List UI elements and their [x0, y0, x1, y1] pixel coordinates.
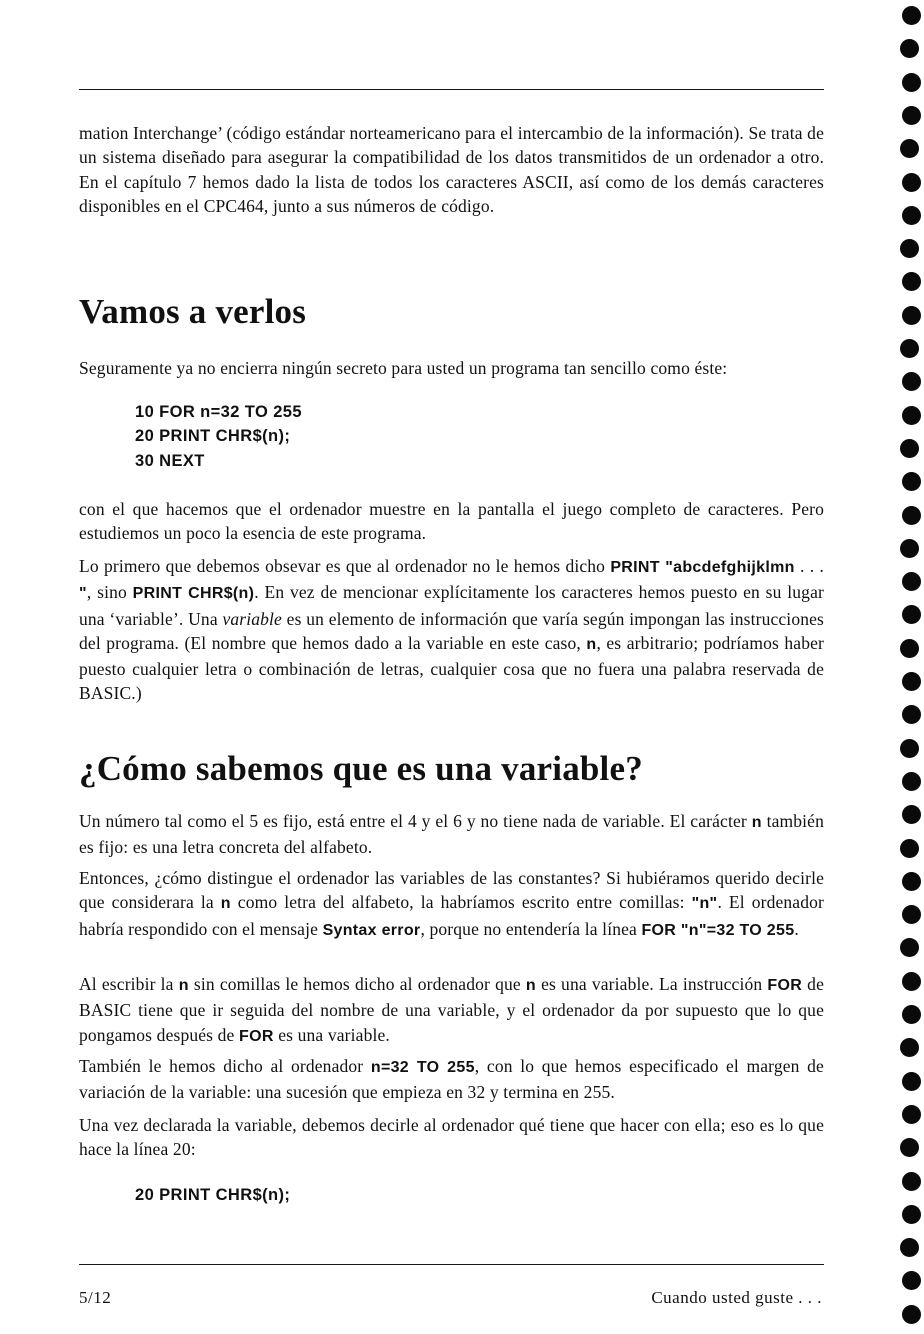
binder-hole	[900, 839, 919, 858]
paragraph-2: con el que hacemos que el ordenador muestre en la pantalla el juego completo de caracteres. Pero estudiemos un poco la esencia de este programa.	[79, 499, 824, 544]
code-line: 30 NEXT	[135, 451, 205, 470]
paragraph-8: Una vez declarada la variable, debemos decirle al ordenador qué tiene que hacer con ella; eso es lo que hace la línea 20:	[79, 1115, 824, 1160]
code-inline: n	[220, 895, 231, 913]
binder-hole	[900, 1038, 919, 1057]
binder-hole	[900, 439, 919, 458]
binder-hole	[902, 1105, 921, 1124]
binder-holes	[897, 0, 924, 1334]
binder-hole	[902, 306, 921, 325]
binder-hole	[902, 272, 921, 291]
code-inline: PRINT CHR$(n)	[132, 585, 255, 603]
code-inline: FOR "n"=32 TO 255	[641, 921, 795, 939]
page-number: 5/12	[79, 1288, 112, 1307]
code-inline: FOR	[239, 1027, 274, 1045]
code-inline: PRINT "abcdefghijklmn	[610, 559, 795, 576]
code-inline: "n"	[691, 895, 718, 913]
binder-hole	[902, 1072, 921, 1091]
binder-hole	[900, 539, 919, 558]
binder-hole	[900, 1138, 919, 1157]
code-inline: n=32 TO 255	[370, 1059, 475, 1076]
binder-hole	[902, 1205, 921, 1224]
italic-term: variable	[222, 608, 282, 629]
binder-hole	[902, 406, 921, 425]
binder-hole	[900, 239, 919, 258]
binder-hole	[902, 972, 921, 991]
binder-hole	[902, 605, 921, 624]
code-line: 10 FOR n=32 TO 255	[135, 403, 302, 421]
binder-hole	[900, 339, 919, 358]
paragraph-7: También le hemos dicho al ordenador n=32 TO 255, con lo que hemos especificado el margen de variación de la variable: una sucesión que empieza en 32 y termina en 255.	[79, 1056, 824, 1103]
binder-hole	[902, 73, 921, 92]
binder-hole	[902, 372, 921, 391]
intro-paragraph: mation Interchange’ (código estándar norteamericano para el intercambio de la información). Se trata de un sistema diseñado para asegurar la compatibilidad de los datos transmitidos de un ordenador a otro. En el capítulo 7 hemos dado la lista de todos los caracteres ASCII, así como de los demás caracteres disponibles en el CPC464, junto a sus números de código.	[79, 123, 824, 216]
binder-hole	[902, 506, 921, 525]
binder-hole	[900, 739, 919, 758]
heading-vamos-a-verlos: Vamos a verlos	[79, 292, 307, 331]
running-title: Cuando usted guste . . .	[651, 1288, 822, 1307]
code-line: 20 PRINT CHR$(n);	[135, 1186, 291, 1204]
binder-hole	[902, 805, 921, 824]
paragraph-6: Al escribir la n sin comillas le hemos dicho al ordenador que n es una variable. La instrucción FOR de BASIC tiene que ir seguida del nombre de una variable, y el ordenador da por supuesto que lo que pongamos después de FOR es una variable.	[79, 974, 824, 1045]
header-rule	[79, 89, 824, 90]
binder-hole	[902, 173, 921, 192]
code-inline: n	[751, 814, 762, 831]
paragraph-3: Lo primero que debemos obsevar es que al ordenador no le hemos dicho PRINT "abcdefghijklmn . . . ", sino PRINT CHR$(n). En vez de mencionar explícitamente los caracteres hemos puesto en su lugar una ‘variable’. Una variable es un elemento de información que varía según impongan las instrucciones del programa. (El nombre que hemos dado a la variable en este caso, n, es arbitrario; podríamos haber puesto cualquier letra o combinación de letras, cualquier cosa que no fuera una palabra reservada de BASIC.)	[79, 556, 825, 704]
code-block-2	[135, 1183, 290, 1207]
footer-rule	[79, 1264, 824, 1265]
code-inline: Syntax error	[322, 921, 421, 939]
code-line: 20 PRINT CHR$(n);	[135, 427, 291, 446]
binder-hole	[902, 705, 921, 724]
binder-hole	[902, 1172, 921, 1191]
code-inline: n	[178, 977, 189, 994]
binder-hole	[900, 1238, 919, 1257]
binder-hole	[900, 938, 919, 957]
binder-hole	[902, 6, 921, 25]
binder-hole	[902, 1305, 921, 1324]
binder-hole	[902, 772, 921, 791]
binder-hole	[902, 1005, 921, 1024]
code-inline: FOR	[767, 977, 803, 994]
paragraph-5: Entonces, ¿cómo distingue el ordenador las variables de las constantes? Si hubiéramos querido decirle que considerara la n como letra del alfabeto, la habríamos escrito entre comillas: "n". El ordenador habría respondido con el mensaje Syntax error, porque no entendería la línea FOR "n"=32 TO 255.	[79, 868, 824, 939]
binder-hole	[902, 672, 921, 691]
code-inline: n	[525, 977, 536, 994]
binder-hole	[902, 472, 921, 491]
binder-hole	[902, 572, 921, 591]
binder-hole	[900, 39, 919, 58]
code-block-1	[135, 400, 302, 473]
code-inline: "	[79, 585, 87, 603]
paragraph-1: Seguramente ya no encierra ningún secreto para usted un programa tan sencillo como éste:	[79, 358, 728, 378]
binder-hole	[902, 872, 921, 891]
binder-hole	[900, 139, 919, 158]
heading-como-sabemos: ¿Cómo sabemos que es una variable?	[79, 749, 643, 788]
paragraph-4: Un número tal como el 5 es fijo, está entre el 4 y el 6 y no tiene nada de variable. El carácter n también es fijo: es una letra concreta del alfabeto.	[79, 811, 824, 858]
binder-hole	[902, 106, 921, 125]
binder-hole	[900, 639, 919, 658]
binder-hole	[902, 1271, 921, 1290]
binder-hole	[902, 905, 921, 924]
binder-hole	[902, 206, 921, 225]
code-inline: n	[586, 635, 597, 653]
